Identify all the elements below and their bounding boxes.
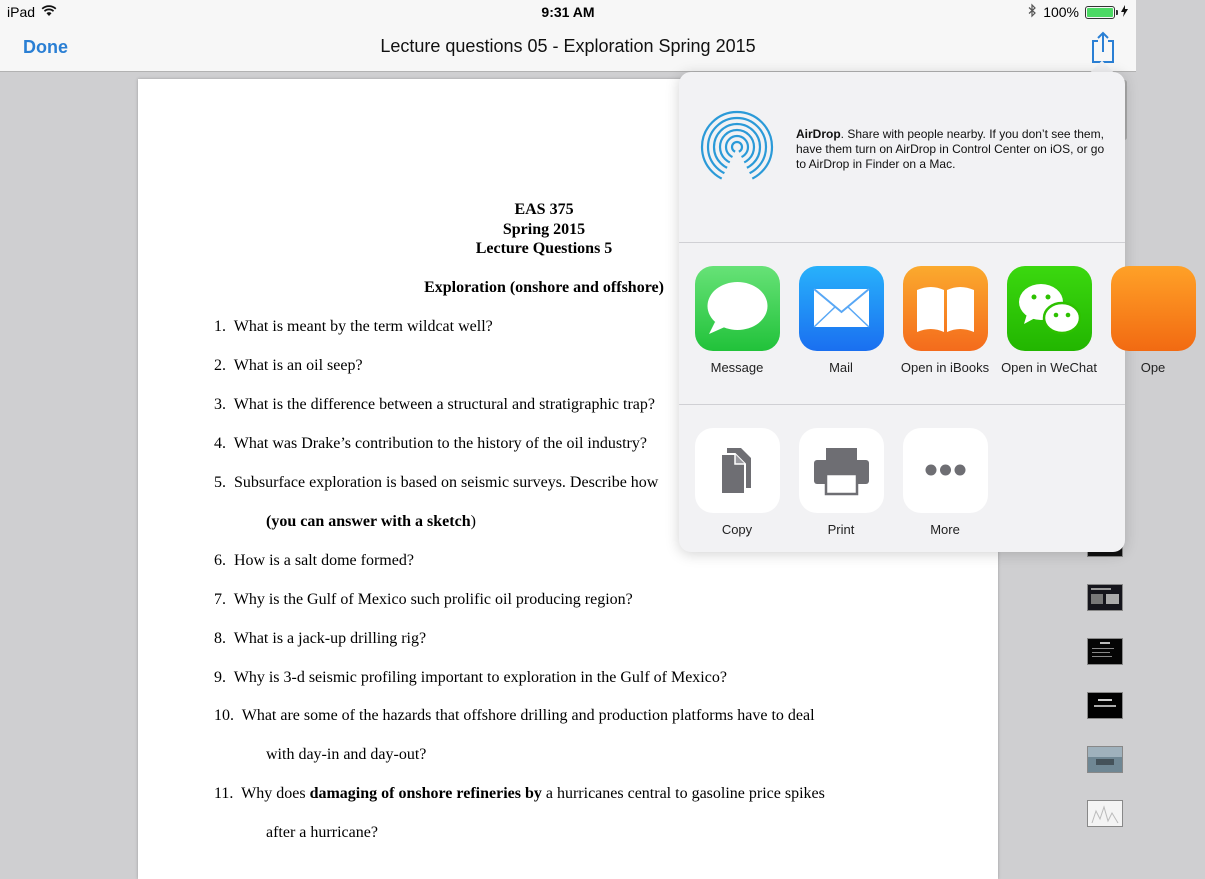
charging-icon (1121, 4, 1128, 20)
copy-action[interactable]: Copy (685, 428, 789, 537)
share-message[interactable]: Message (685, 266, 789, 375)
wechat-icon (1007, 266, 1092, 351)
question-item: 10. What are some of the hazards that offshore drilling and production platforms have to deal (214, 707, 815, 724)
question-continuation: (you can answer with a sketch) (266, 513, 476, 530)
share-apps-row (679, 244, 1166, 405)
battery-icon (1085, 6, 1115, 19)
question-continuation: after a hurricane? (266, 824, 378, 841)
share-mail[interactable]: Mail (789, 266, 893, 375)
page-title: Lecture questions 05 - Exploration Spring 2015 (380, 36, 756, 56)
share-button[interactable] (1089, 30, 1117, 64)
topic-heading: Exploration (onshore and offshore) (424, 279, 664, 296)
airdrop-description: AirDrop. Share with people nearby. If you don’t see them, have them turn on AirDrop in Control Center on iOS, or go to AirDrop in Finder on a Mac. (796, 127, 1105, 171)
share-wechat[interactable]: Open in WeChat (997, 266, 1101, 375)
page-thumbnail[interactable] (1087, 800, 1123, 827)
device-name: iPad (7, 4, 36, 20)
clock: 9:31 AM (541, 4, 595, 20)
question-item: 9. Why is 3-d seismic profiling important to exploration in the Gulf of Mexico? (214, 669, 727, 686)
message-icon (695, 266, 780, 351)
question-item: 11. Why does damaging of onshore refineries by a hurricanes central to gasoline price spikes (214, 785, 825, 802)
question-item: 2. What is an oil seep? (214, 357, 363, 374)
airdrop-section[interactable] (679, 72, 1125, 243)
ibooks-icon (903, 266, 988, 351)
copy-icon (695, 428, 780, 513)
page-thumbnail[interactable] (1087, 746, 1123, 773)
question-continuation: with day-in and day-out? (266, 746, 427, 763)
more-action[interactable]: More (893, 428, 997, 537)
mail-icon (799, 266, 884, 351)
question-item: 7. Why is the Gulf of Mexico such prolific oil producing region? (214, 591, 633, 608)
lecture-heading: Lecture Questions 5 (475, 240, 613, 257)
more-icon (903, 428, 988, 513)
page-thumbnail[interactable] (1087, 584, 1123, 611)
share-icon (1089, 30, 1117, 64)
status-bar (0, 0, 1136, 24)
page-thumbnail[interactable] (1087, 692, 1123, 719)
share-app-partial[interactable]: Ope (1101, 266, 1205, 375)
print-icon (799, 428, 884, 513)
done-button[interactable]: Done (23, 37, 68, 57)
question-item: 3. What is the difference between a structural and stratigraphic trap? (214, 396, 656, 413)
page-thumbnail[interactable] (1087, 638, 1123, 665)
navigation-bar (0, 24, 1136, 72)
share-sheet (679, 72, 1166, 552)
question-item: 4. What was Drake’s contribution to the history of the oil industry? (214, 435, 647, 452)
print-action[interactable]: Print (789, 428, 893, 537)
airdrop-icon (698, 110, 778, 186)
battery-percent: 100% (1043, 4, 1079, 20)
bluetooth-icon (1028, 4, 1037, 20)
course-title: EAS 375 (514, 201, 574, 218)
question-item: 6. How is a salt dome formed? (214, 552, 414, 569)
term-title: Spring 2015 (502, 221, 586, 238)
app-icon (1111, 266, 1196, 351)
question-item: 1. What is meant by the term wildcat well? (214, 318, 493, 335)
share-ibooks[interactable]: Open in iBooks (893, 266, 997, 375)
question-item: 5. Subsurface exploration is based on seismic surveys. Describe how (214, 474, 659, 491)
question-item: 8. What is a jack-up drilling rig? (214, 630, 427, 647)
